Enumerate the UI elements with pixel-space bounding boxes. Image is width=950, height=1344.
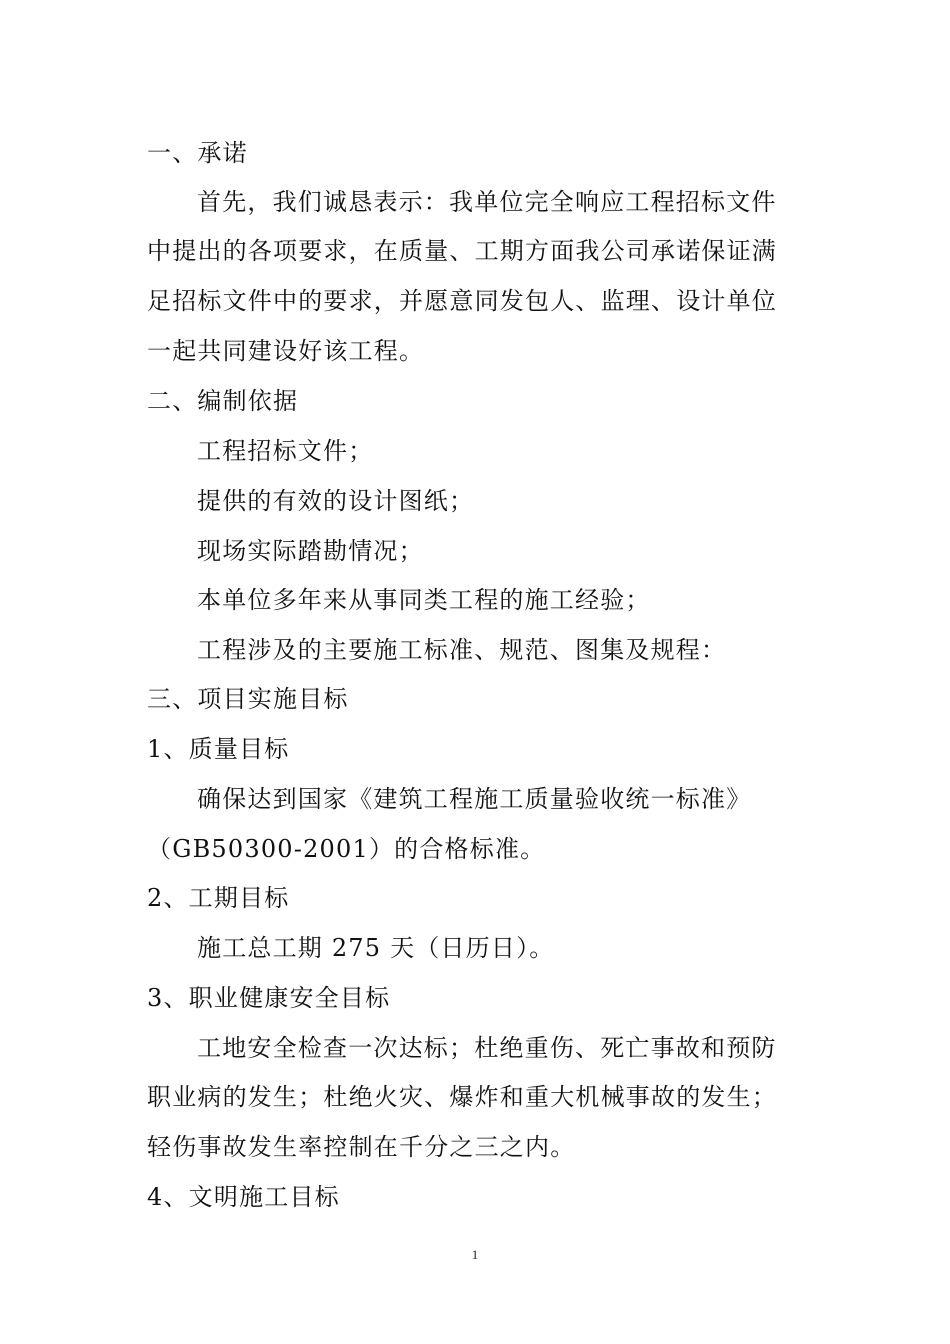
list-item: 现场实际踏勘情况； <box>197 537 424 565</box>
paragraph-line: 首先，我们诚恳表示：我单位完全响应工程招标文件 <box>197 188 777 216</box>
list-item: 工程招标文件； <box>197 437 374 465</box>
page-number: 1 <box>471 1247 479 1262</box>
section-heading-goals: 三、项目实施目标 <box>147 685 349 713</box>
paragraph-line: 足招标文件中的要求，并愿意同发包人、监理、设计单位 <box>147 287 777 315</box>
paragraph-line: 中提出的各项要求，在质量、工期方面我公司承诺保证满 <box>147 237 777 265</box>
paragraph-line: 一起共同建设好该工程。 <box>147 337 425 365</box>
paragraph-line: 确保达到国家《建筑工程施工质量验收统一标准》 <box>197 785 752 813</box>
paragraph-line: 施工总工期 275 天（日历日）。 <box>197 934 555 962</box>
section-heading-basis: 二、编制依据 <box>147 387 299 415</box>
paragraph-line: （GB50300-2001）的合格标准。 <box>147 835 546 863</box>
subsection-heading-civilized: 4、文明施工目标 <box>147 1183 340 1211</box>
list-item: 提供的有效的设计图纸； <box>197 487 475 515</box>
paragraph-line: 职业病的发生；杜绝火灾、爆炸和重大机械事故的发生； <box>147 1083 777 1111</box>
paragraph-line: 工地安全检查一次达标；杜绝重伤、死亡事故和预防 <box>197 1034 777 1062</box>
subsection-heading-schedule: 2、工期目标 <box>147 884 290 912</box>
subsection-heading-quality: 1、质量目标 <box>147 735 290 763</box>
list-item: 本单位多年来从事同类工程的施工经验； <box>197 586 651 614</box>
list-item: 工程涉及的主要施工标准、规范、图集及规程： <box>197 636 727 664</box>
section-heading-commitment: 一、承诺 <box>147 139 248 167</box>
subsection-heading-safety: 3、职业健康安全目标 <box>147 984 391 1012</box>
paragraph-line: 轻伤事故发生率控制在千分之三之内。 <box>147 1133 576 1161</box>
